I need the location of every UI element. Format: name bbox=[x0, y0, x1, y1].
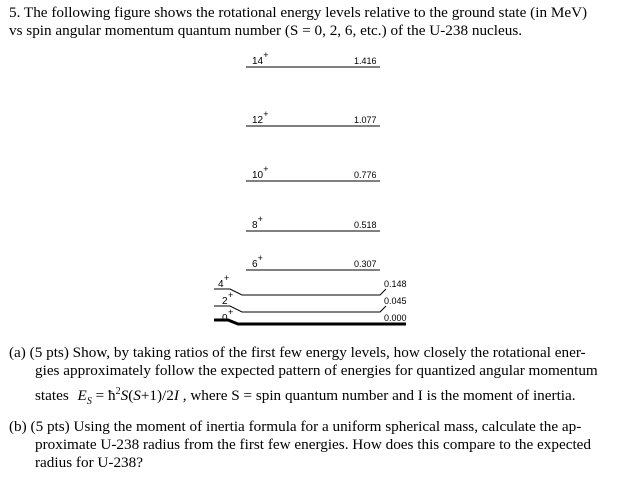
problem-intro bbox=[9, 4, 621, 40]
part-b-line-1: (b) (5 pts) Using the moment of inertia formula for a uniform spherical mass, calculate the ap- bbox=[9, 418, 582, 435]
level-energy-10: 0.776 bbox=[354, 170, 377, 180]
level-parity-8: + bbox=[257, 214, 263, 224]
level-energy-14: 1.416 bbox=[354, 56, 377, 66]
level-line-0 bbox=[214, 320, 406, 324]
level-energy-8: 0.518 bbox=[354, 220, 377, 230]
part-a bbox=[9, 344, 621, 411]
level-parity-12: + bbox=[263, 109, 269, 119]
level-parity-14: + bbox=[263, 50, 269, 60]
level-spin-label-6: 6 bbox=[252, 259, 258, 270]
level-spin-label-4: 4 bbox=[218, 279, 224, 290]
level-line-2 bbox=[214, 306, 386, 312]
level-spin-label-10: 10 bbox=[252, 170, 264, 181]
energy-level-svg bbox=[208, 50, 407, 332]
intro-line-1: 5. The following figure shows the rotational energy levels relative to the ground state (in MeV) bbox=[9, 4, 588, 21]
level-spin-label-2: 2 bbox=[222, 296, 228, 307]
level-energy-4: 0.148 bbox=[384, 279, 407, 289]
level-parity-2: + bbox=[228, 290, 234, 300]
level-spin-label-0: 0 bbox=[222, 313, 228, 324]
level-energy-6: 0.307 bbox=[354, 259, 377, 269]
part-a-line-3-prefix: states bbox=[35, 387, 69, 405]
level-parity-6: + bbox=[257, 253, 263, 263]
level-parity-4: + bbox=[224, 273, 230, 283]
part-a-line-1: (a) (5 pts) Show, by taking ratios of the first few energy levels, how closely the rotational ener- bbox=[9, 344, 586, 361]
part-a-line-3-suffix: , where S = spin quantum number and I is the moment of inertia. bbox=[182, 387, 576, 405]
energy-level-diagram bbox=[208, 50, 407, 332]
part-a-line-2: gies approximately follow the expected pattern of energies for quantized angular momentum bbox=[35, 362, 598, 379]
level-spin-label-8: 8 bbox=[252, 220, 258, 231]
intro-line-2: vs spin angular momentum quantum number (S = 0, 2, 6, etc.) of the U-238 nucleus. bbox=[9, 22, 523, 39]
level-line-4 bbox=[214, 289, 386, 295]
level-energy-12: 1.077 bbox=[354, 115, 377, 125]
level-energy-2: 0.045 bbox=[384, 296, 407, 306]
part-b bbox=[9, 418, 621, 472]
level-spin-label-12: 12 bbox=[252, 115, 264, 126]
part-b-line-3: radius for U-238? bbox=[35, 454, 143, 471]
part-b-line-2: proximate U-238 radius from the first few energies. How does this compare to the expected bbox=[35, 436, 592, 453]
level-parity-10: + bbox=[263, 164, 269, 174]
rotational-energy-formula: $E_S$ = $ħ^2S(S+1)/2I$ bbox=[77, 386, 179, 408]
level-energy-0: 0.000 bbox=[384, 313, 407, 323]
level-parity-0: + bbox=[228, 307, 234, 317]
part-a-line-3 bbox=[9, 383, 621, 411]
level-spin-label-14: 14 bbox=[252, 56, 264, 67]
